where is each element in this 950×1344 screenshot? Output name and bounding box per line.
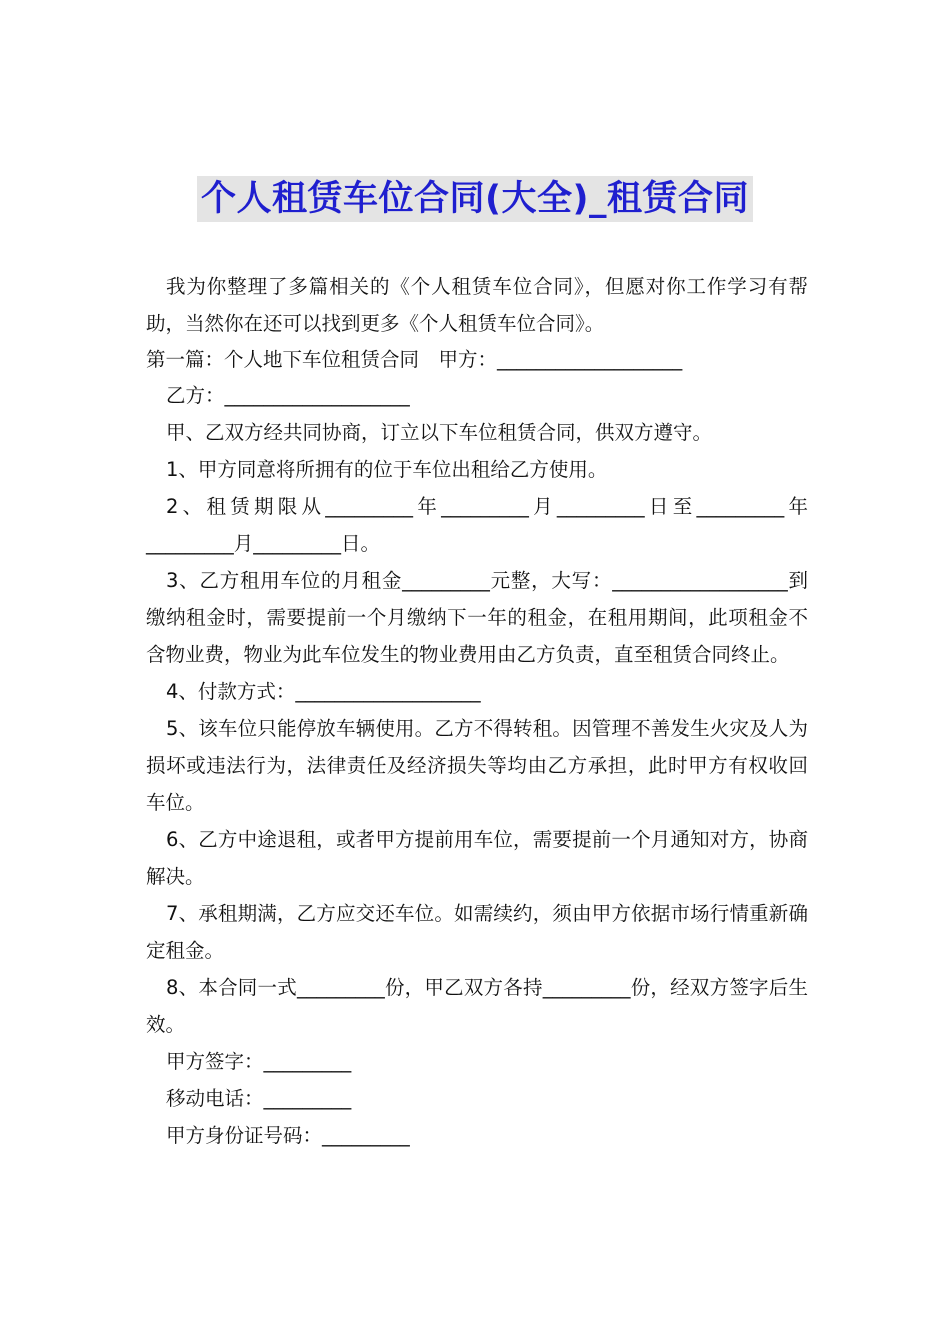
document-title: 个人租赁车位合同(大全)_租赁合同 <box>197 176 753 222</box>
clause-3: 3、乙方租用车位的月租金_________元整，大写：__________________到缴纳租金时，需要提前一个月缴纳下一年的租金，在租用期间，此项租金不含物业费，物业为此车位发生的物业费用由乙方负责，直至租赁合同终止。 <box>146 569 808 666</box>
clause-2: 2、租赁期限从_________年_________月_________日至_________年_________月_________日。 <box>146 495 808 555</box>
clause-8: 8、本合同一式_________份，甲乙双方各持_________份，经双方签字后生效。 <box>146 976 808 1036</box>
party-b-line: 乙方：___________________ <box>166 384 410 407</box>
intro-paragraph: 我为你整理了多篇相关的《个人租赁车位合同》，但愿对你工作学习有帮助，当然你在还可以找到更多《个人租赁车位合同》。 <box>146 275 808 335</box>
party-a-signature-line: 甲方签字：_________ <box>166 1050 352 1073</box>
document-body <box>146 268 808 1154</box>
clause-1: 1、甲方同意将所拥有的位于车位出租给乙方使用。 <box>166 458 608 481</box>
clause-5: 5、该车位只能停放车辆使用。乙方不得转租。因管理不善发生火灾及人为损坏或违法行为，法律责任及经济损失等均由乙方承担，此时甲方有权收回车位。 <box>146 717 808 814</box>
title-container <box>0 176 950 222</box>
party-a-id-line: 甲方身份证号码：_________ <box>166 1124 410 1147</box>
agreement-paragraph: 甲、乙双方经共同协商，订立以下车位租赁合同，供双方遵守。 <box>166 421 713 444</box>
clause-6: 6、乙方中途退租，或者甲方提前用车位，需要提前一个月通知对方，协商解决。 <box>146 828 808 888</box>
section-heading-1: 第一篇：个人地下车位租赁合同 甲方：___________________ <box>146 348 683 371</box>
mobile-phone-line: 移动电话：_________ <box>166 1087 352 1110</box>
clause-4: 4、付款方式：___________________ <box>166 680 481 703</box>
clause-7: 7、承租期满，乙方应交还车位。如需续约，须由甲方依据市场行情重新确定租金。 <box>146 902 808 962</box>
